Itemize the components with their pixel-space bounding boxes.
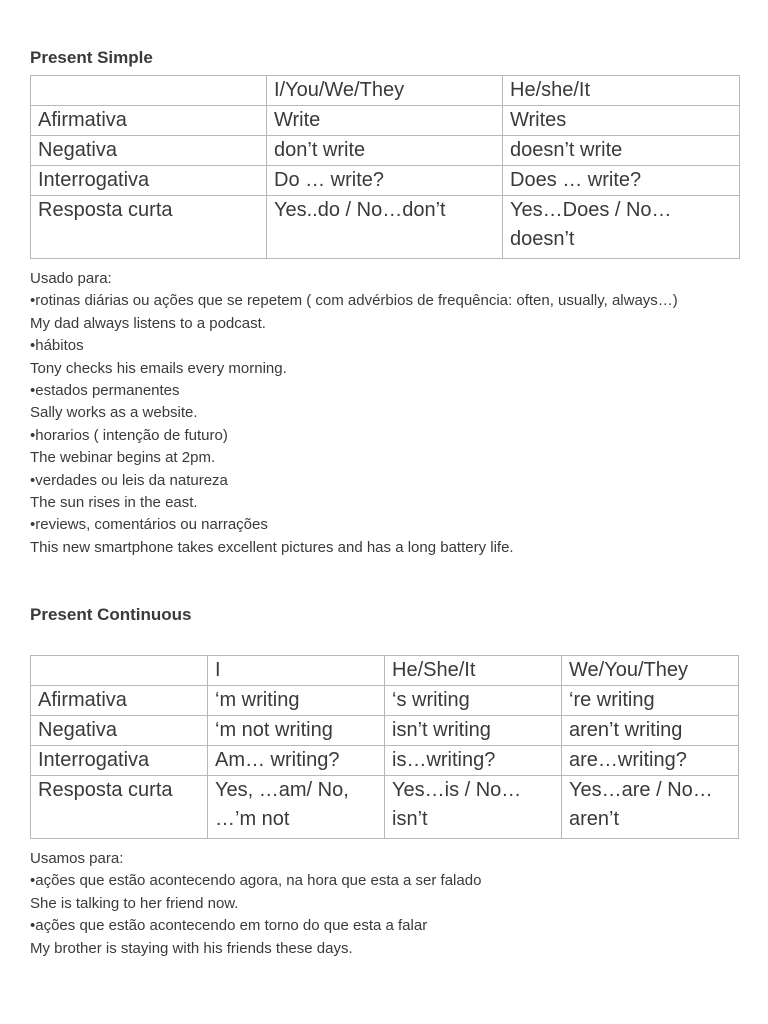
table-row [31,776,739,839]
table-header-cell [31,656,208,686]
usage-bullet: •ações que estão acontecendo em torno do que esta a falar [30,917,428,935]
present-continuous-title: Present Continuous [30,605,192,624]
usage-example: My brother is staying with his friends these days. [30,939,353,957]
table-cell: ‘m not writing [208,716,385,746]
table-cell: Yes…are / No… aren’t [562,776,739,839]
table-row [31,166,740,196]
table-row [31,716,739,746]
table-cell: doesn’t write [503,136,740,166]
usage-bullet: •hábitos [30,337,84,355]
table-cell: Does … write? [503,166,740,196]
row-label: Negativa [31,716,208,746]
table-cell: is…writing? [385,746,562,776]
usage-bullet: •rotinas diárias ou ações que se repetem ( com advérbios de frequência: often, usually, always…) [30,292,678,310]
table-cell: are…writing? [562,746,739,776]
present-continuous-table [30,655,739,839]
usage-bullet: •horarios ( intenção de futuro) [30,426,228,444]
table-cell: ‘m writing [208,686,385,716]
table-cell: ‘s writing [385,686,562,716]
present-simple-usage [30,268,678,559]
usage-example: She is talking to her friend now. [30,894,239,912]
table-header-cell: I [208,656,385,686]
table-cell: Am… writing? [208,746,385,776]
present-simple-table [30,75,740,259]
present-continuous-usage [30,848,481,960]
usage-example: The webinar begins at 2pm. [30,449,216,467]
usage-example: Sally works as a website. [30,404,198,422]
table-row [31,746,739,776]
usage-bullet: •reviews, comentários ou narrações [30,516,268,534]
usage-example: Tony checks his emails every morning. [30,359,287,377]
table-header-cell: He/she/It [503,76,740,106]
table-cell: isn’t writing [385,716,562,746]
table-cell: Yes, …am/ No, …’m not [208,776,385,839]
table-header-row [31,76,740,106]
table-header-cell [31,76,267,106]
table-row [31,686,739,716]
table-row [31,196,740,259]
usage-example: The sun rises in the east. [30,494,198,512]
row-label: Afirmativa [31,106,267,136]
usage-bullet: •estados permanentes [30,382,180,400]
table-row [31,136,740,166]
table-row [31,106,740,136]
usage-label: Usamos para: [30,850,124,867]
table-cell: Yes…Does / No… doesn’t [503,196,740,259]
table-cell: Yes…is / No… isn’t [385,776,562,839]
table-cell: Yes..do / No…don’t [267,196,503,259]
table-cell: ‘re writing [562,686,739,716]
table-cell: aren’t writing [562,716,739,746]
row-label: Interrogativa [31,746,208,776]
usage-example: This new smartphone takes excellent pictures and has a long battery life. [30,538,514,556]
usage-bullet: •ações que estão acontecendo agora, na hora que esta a ser falado [30,872,482,890]
table-cell: Writes [503,106,740,136]
present-simple-title: Present Simple [30,48,153,67]
row-label: Resposta curta [31,196,267,259]
table-header-row [31,656,739,686]
row-label: Resposta curta [31,776,208,839]
table-cell: Write [267,106,503,136]
usage-label: Usado para: [30,270,112,287]
usage-example: My dad always listens to a podcast. [30,314,266,332]
row-label: Afirmativa [31,686,208,716]
table-header-cell: He/She/It [385,656,562,686]
row-label: Interrogativa [31,166,267,196]
table-cell: don’t write [267,136,503,166]
usage-bullet: •verdades ou leis da natureza [30,471,228,489]
row-label: Negativa [31,136,267,166]
table-header-cell: We/You/They [562,656,739,686]
table-cell: Do … write? [267,166,503,196]
table-header-cell: I/You/We/They [267,76,503,106]
